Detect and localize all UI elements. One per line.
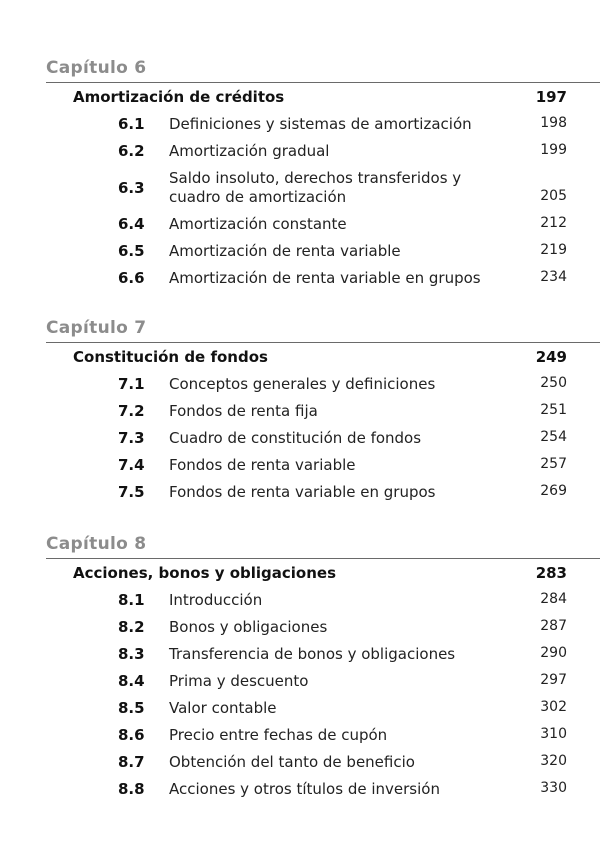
- section-number: 7.5: [118, 483, 145, 501]
- toc-entry: [0, 402, 600, 429]
- section-title: Conceptos generales y definiciones: [169, 375, 436, 393]
- section-title: Amortización de renta variable: [169, 242, 401, 260]
- section-page-number: 302: [540, 699, 567, 715]
- section-page-number: 251: [540, 402, 567, 418]
- toc-entry: [0, 645, 600, 672]
- toc-entry: [0, 780, 600, 807]
- section-number: 6.6: [118, 269, 145, 287]
- section-title: Obtención del tanto de beneficio: [169, 753, 415, 771]
- section-title: Precio entre fechas de cupón: [169, 726, 388, 744]
- section-title: Amortización constante: [169, 215, 347, 233]
- toc-entry: [0, 726, 600, 753]
- section-title: Saldo insoluto, derechos transferidos y cuadro de amortización: [169, 169, 462, 206]
- section-page-number: 320: [540, 753, 567, 769]
- toc-entry: [0, 215, 600, 242]
- section-page-number: 199: [540, 142, 567, 158]
- section-page-number: 219: [540, 242, 567, 258]
- section-number: 6.3: [118, 179, 145, 197]
- toc-entry: [0, 142, 600, 169]
- toc-entry: [0, 375, 600, 402]
- section-page-number: 269: [540, 483, 567, 499]
- section-title: Cuadro de constitución de fondos: [169, 429, 422, 447]
- section-number: 7.3: [118, 429, 145, 447]
- section-number: 6.4: [118, 215, 145, 233]
- toc-entry: [0, 699, 600, 726]
- section-page-number: 290: [540, 645, 567, 661]
- toc-entry: [0, 672, 600, 699]
- section-page-number: 198: [540, 115, 567, 131]
- section-number: 7.1: [118, 375, 145, 393]
- section-page-number: 330: [540, 780, 567, 796]
- section-title: Transferencia de bonos y obligaciones: [169, 645, 456, 663]
- section-title: Acciones y otros títulos de inversión: [169, 780, 440, 798]
- section-page-number: 310: [540, 726, 567, 742]
- section-number: 6.5: [118, 242, 145, 260]
- chapter-page-number: 249: [535, 348, 567, 366]
- section-page-number: 234: [540, 269, 567, 285]
- chapter-title: Amortización de créditos: [73, 88, 285, 106]
- toc-entry: [0, 591, 600, 618]
- chapter-divider: [46, 342, 600, 343]
- section-number: 8.6: [118, 726, 145, 744]
- section-title: Bonos y obligaciones: [169, 618, 328, 636]
- section-title: Definiciones y sistemas de amortización: [169, 115, 472, 133]
- section-title: Introducción: [169, 591, 263, 609]
- chapter-page-number: 283: [535, 564, 567, 582]
- section-title: Valor contable: [169, 699, 277, 717]
- section-number: 8.8: [118, 780, 145, 798]
- toc-entry: [0, 483, 600, 510]
- chapter-label: Capítulo 7: [46, 318, 147, 338]
- section-page-number: 212: [540, 215, 567, 231]
- section-number: 6.1: [118, 115, 145, 133]
- section-title: Prima y descuento: [169, 672, 309, 690]
- chapter-divider: [46, 82, 600, 83]
- section-title: Amortización gradual: [169, 142, 330, 160]
- section-title: Fondos de renta fija: [169, 402, 318, 420]
- toc-entry: [0, 753, 600, 780]
- chapter-label: Capítulo 8: [46, 534, 147, 554]
- section-page-number: 250: [540, 375, 567, 391]
- section-page-number: 205: [540, 188, 567, 204]
- section-number: 8.5: [118, 699, 145, 717]
- toc-entry: [0, 242, 600, 269]
- section-page-number: 254: [540, 429, 567, 445]
- section-title: Fondos de renta variable en grupos: [169, 483, 436, 501]
- section-number: 8.3: [118, 645, 145, 663]
- chapter-page-number: 197: [535, 88, 567, 106]
- toc-entry: [0, 429, 600, 456]
- section-number: 8.1: [118, 591, 145, 609]
- section-title: Fondos de renta variable: [169, 456, 356, 474]
- section-page-number: 284: [540, 591, 567, 607]
- chapter-title: Acciones, bonos y obligaciones: [73, 564, 337, 582]
- toc-entry: [0, 618, 600, 645]
- chapter-divider: [46, 558, 600, 559]
- toc-entry: [0, 456, 600, 483]
- section-number: 8.4: [118, 672, 145, 690]
- toc-entry: [0, 269, 600, 296]
- section-page-number: 297: [540, 672, 567, 688]
- section-page-number: 287: [540, 618, 567, 634]
- section-page-number: 257: [540, 456, 567, 472]
- section-number: 7.2: [118, 402, 145, 420]
- toc-entry: [0, 115, 600, 142]
- chapter-title: Constitución de fondos: [73, 348, 268, 366]
- section-number: 6.2: [118, 142, 145, 160]
- section-number: 7.4: [118, 456, 145, 474]
- section-number: 8.2: [118, 618, 145, 636]
- section-number: 8.7: [118, 753, 145, 771]
- section-title: Amortización de renta variable en grupos: [169, 269, 481, 287]
- chapter-label: Capítulo 6: [46, 58, 147, 78]
- toc-entry: [0, 169, 600, 215]
